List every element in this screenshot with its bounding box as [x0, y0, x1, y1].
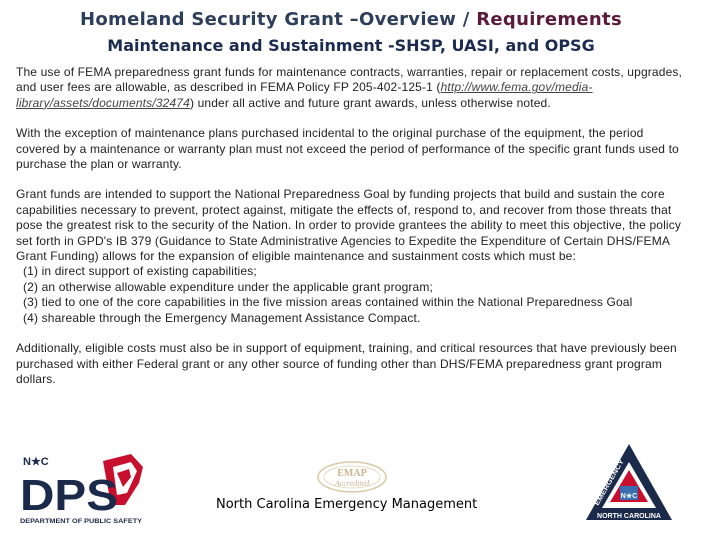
dps-letters: DPS	[20, 471, 118, 520]
paragraph-eligible-costs: Additionally, eligible costs must also be in support of equipment, training, and critical resources that have previously been purchased with either Federal grant or any other source of funding other than DHS/FEMA preparedness grant program dollars.	[16, 341, 677, 386]
fema-policy-link[interactable]: http://www.fema.gov/media-library/assets/documents/32474	[16, 80, 593, 110]
dps-caption: DEPARTMENT OF PUBLIC SAFETY	[20, 518, 143, 525]
page-subtitle: Maintenance and Sustainment -SHSP, UASI, and OPSG	[107, 36, 595, 55]
list-item: (1) in direct support of existing capabilities;	[23, 264, 257, 279]
page-title-accent: Requirements	[476, 9, 622, 30]
dps-nc-label: N★C	[23, 456, 49, 468]
ncem-nc-label: N★C	[620, 493, 638, 500]
ncem-logo	[584, 442, 674, 526]
dps-logo	[19, 453, 145, 525]
main-content	[16, 65, 684, 402]
ncem-left-text: EMERGENCY	[593, 467, 621, 507]
paragraph-fema-policy-text-end: ) under all active and future grant awards, unless otherwise noted.	[189, 95, 551, 110]
page-title	[0, 9, 702, 30]
emap-bottom-text: Accredited	[334, 479, 370, 488]
emap-top-text: EMAP	[337, 468, 367, 479]
paragraph-fema-policy	[16, 65, 684, 111]
list-item: (4) shareable through the Emergency Management Assistance Compact.	[23, 310, 421, 325]
paragraph-maintenance-period: With the exception of maintenance plans purchased incidental to the original purchase of the equipment, the period covered by a maintenance or warranty plan must not exceed the period of performance of the specific grant funds used to purchase the plan or warranty.	[16, 126, 679, 172]
ncem-right-text: MANAGEMENT	[632, 450, 662, 495]
paragraph-preparedness-goal: Grant funds are intended to support the National Preparedness Goal by funding projects that build and sustain the core capabilities necessary to prevent, protect against, mitigate the effects of, respond to, and recover from those threats that pose the greatest risk to the security of the Nation. In order to provide grantees the ability to meet this objective, the policy set forth in GPD's IB 379 (Guidance to State Administrative Agencies to Expedite the Expenditure of Certain DHS/FEMA Grant Funding) allows for the expansion of eligible maintenance and sustainment costs which must be:	[16, 187, 682, 264]
list-item: (2) an otherwise allowable expenditure under the applicable grant program;	[23, 279, 434, 294]
list-item: (3) tied to one of the core capabilities in the five mission areas contained within the National Preparedness Goal	[23, 295, 633, 310]
ncem-bottom-text: NORTH CAROLINA	[597, 513, 661, 520]
footer-org-name: North Carolina Emergency Management	[216, 497, 478, 512]
page-title-main: Homeland Security Grant –Overview /	[80, 9, 477, 30]
eligibility-list	[16, 264, 684, 326]
paragraph-fema-policy-text-start: The use of FEMA preparedness grant funds for maintenance contracts, warranties, repair or replacement costs, upgrades, and user fees are allowable, as described in FEMA Policy FP 205-402-125-1 (	[16, 65, 683, 95]
emap-accredited-logo	[316, 460, 388, 494]
